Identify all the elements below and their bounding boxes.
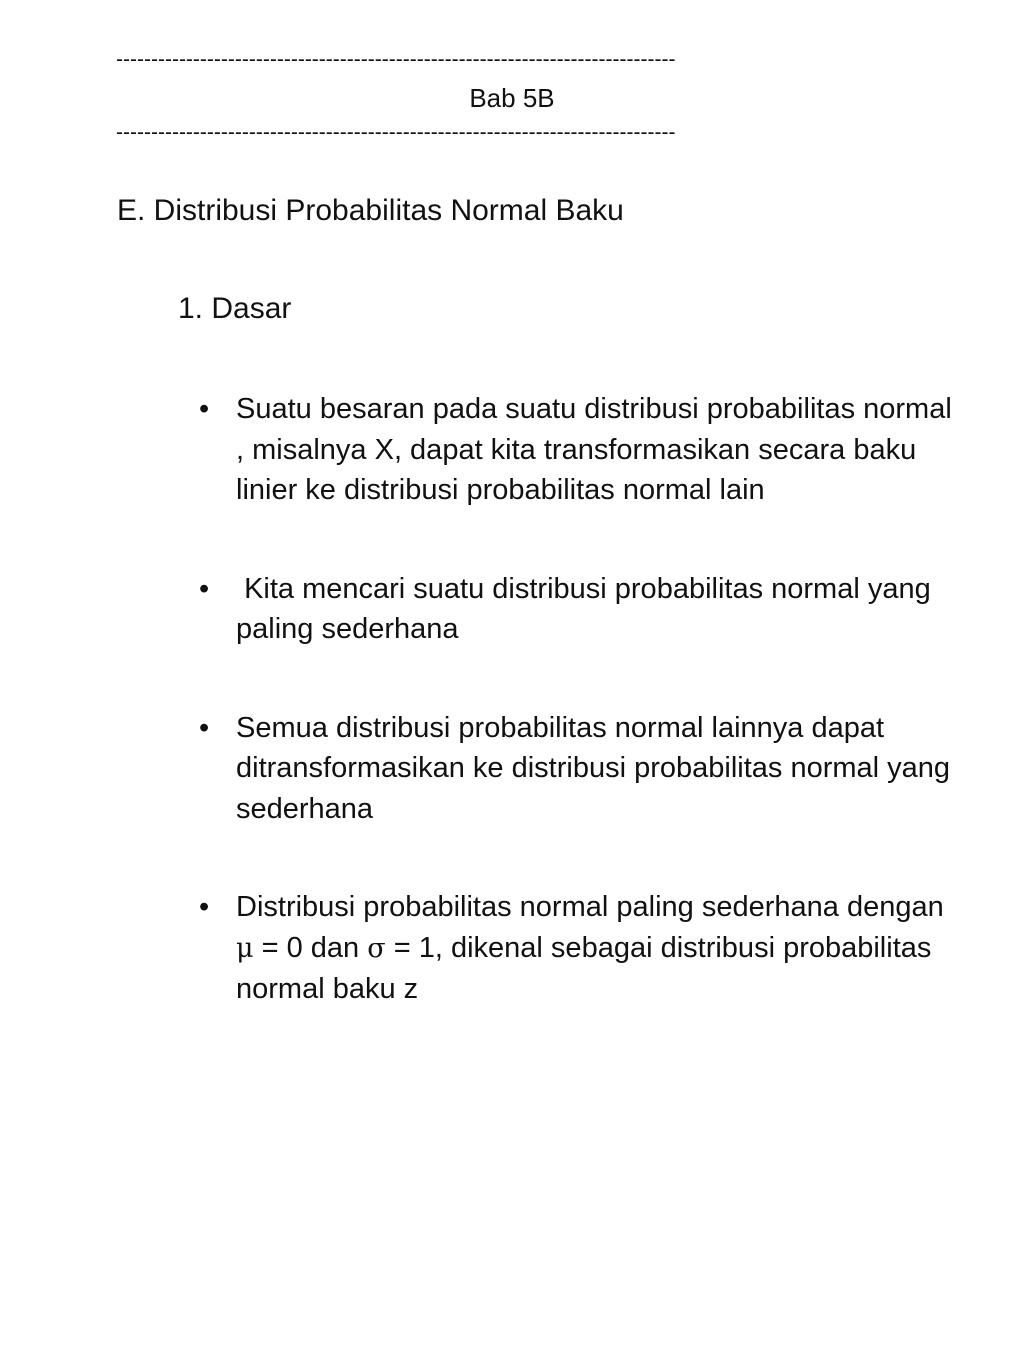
bullet-text [236,891,944,1005]
bullet-item [199,569,959,650]
bullet-text-part: = 1, dikenal sebagai distribusi probabilitas normal baku z [236,931,932,1005]
sigma-symbol: σ [367,932,386,964]
bullet-marker: • [199,393,210,425]
bottom-divider: -------------------------------------------------------------------------------- [116,121,676,144]
bullet-list [199,389,959,1010]
bullet-text: Suatu besaran pada suatu distribusi probabilitas normal , misalnya X, dapat kita transformasikan secara baku linier ke distribusi probabilitas normal lain [236,393,952,506]
bullet-text: Kita mencari suatu distribusi probabilitas normal yang paling sederhana [236,572,939,645]
mu-symbol: μ [236,932,254,964]
chapter-label: Bab 5B [469,83,555,113]
bullet-marker: • [199,891,210,923]
bullet-text-part: Distribusi probabilitas normal paling sederhana dengan [236,891,944,923]
section-title: E. Distribusi Probabilitas Normal Baku [117,194,624,227]
top-divider: -------------------------------------------------------------------------------- [116,48,676,71]
bullet-marker: • [199,711,210,744]
bullet-item [199,708,959,830]
bullet-text: Semua distribusi probabilitas normal lainnya dapat ditransformasikan ke distribusi probabilitas normal yang sederhana [236,711,951,825]
bullet-marker: • [199,572,210,605]
subsection-title: 1. Dasar [178,292,292,325]
bullet-item [199,887,959,1010]
bullet-item [199,389,959,511]
bullet-text-part: = 0 dan [253,931,368,964]
